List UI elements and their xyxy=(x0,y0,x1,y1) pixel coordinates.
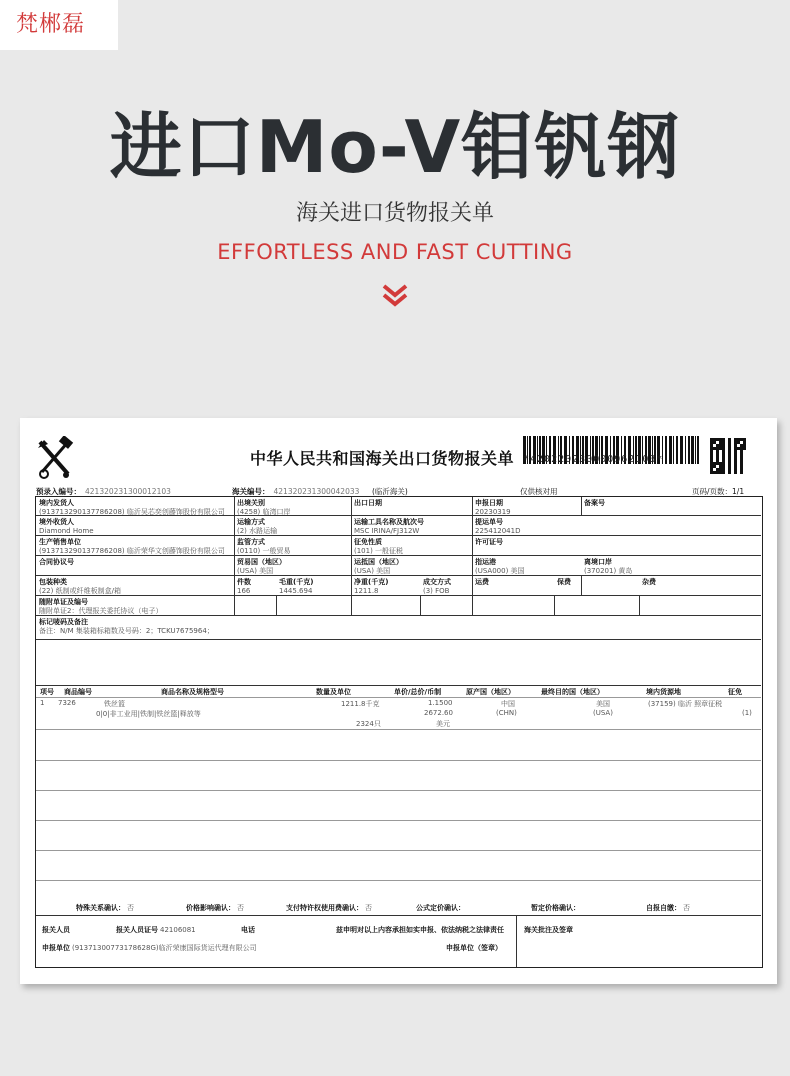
hero-title: 进口Mo-V钼钒钢 xyxy=(109,105,681,189)
field-production-unit: 生产销售单位 (913713290137786208) 临沂荣华文创藤饰股份有限公司 xyxy=(39,538,225,555)
goods-header-name: 商品名称及规格型号 xyxy=(161,688,224,696)
declaring-unit: 申报单位 (91371300773178628G)临沂荣康国际货运代理有限公司 xyxy=(42,944,257,952)
goods-header-code: 商品编号 xyxy=(64,688,92,696)
customs-name: (临沂海关) xyxy=(372,487,408,496)
goods-header-price: 单价/总价/币制 xyxy=(394,688,442,696)
declarant-id: 报关人员证号 42106081 xyxy=(116,926,196,934)
goods-header-destination: 最终目的国（地区） xyxy=(541,688,604,696)
field-departure-port: 离境口岸 (370201) 黄岛 xyxy=(584,558,633,575)
field-gross-weight: 毛重(千克) 1445.694 xyxy=(279,578,314,595)
field-freight: 运费 xyxy=(475,578,489,586)
customs-note-label: 海关批注及签章 xyxy=(524,926,573,934)
customs-number: 海关编号： 421320231300042033 xyxy=(232,487,360,496)
goods-header-no: 项号 xyxy=(40,688,54,696)
page-count: 页码/页数：1/1 xyxy=(692,487,745,496)
qr-code-icon xyxy=(710,438,746,474)
hero-subtitle: 海关进口货物报关单 xyxy=(295,201,494,226)
field-misc-fees: 杂费 xyxy=(642,578,656,586)
field-exit-port: 出境关别 (4258) 临湾口岸 xyxy=(237,499,291,516)
price-impact-confirm: 价格影响确认： 否 xyxy=(186,904,244,912)
field-overseas-consignee: 境外收货人 Diamond Home xyxy=(39,518,94,535)
declaring-unit-seal: 申报单位（签章） xyxy=(446,944,502,952)
goods-header-origin: 原产国（地区） xyxy=(466,688,515,696)
field-vessel-voyage: 运输工具名称及航次号 MSC IRINA/FJ312W xyxy=(354,518,424,535)
field-trade-country: 贸易国（地区） (USA) 美国 xyxy=(237,558,286,575)
field-record-number: 备案号 xyxy=(584,499,605,507)
field-package-count: 件数 166 xyxy=(237,578,251,595)
field-contract-number: 合同协议号 xyxy=(39,558,74,566)
field-destination-country: 运抵国（地区） (USA) 美国 xyxy=(354,558,403,575)
declaration-form: 境内发货人 (913713290137786208) 临沂吴芯奕创藤饰股份有限公司 出境关别 (4258) 临湾口岸 出口日期 申报日期 20230319 备案号 境外收货人 Diamond Home 运输方式 (2) 水路运输 运输工具名称及航次号 MSC IRINA/FJ312W 提运单号 225412041D 生产销售单位 (913713290137786208) 临沂荣华文创藤饰股份有限公司 监管方式 (0110) 一般贸易 征免性质 (101) 一般征税 许可证号 合同协议号 贸易国（地区） (USA) 美国 运抵国（地区） (USA) 美国 指运港 (USA000) 美国 离境口岸 (370201) 黄岛 包装种类 (22) 纸制或纤维板制盒/箱 件数 166 毛重(千克) 1445.694 净重(千克) 1211.8 成交方式 (3) FOB 运费 保费 杂费 随附单证及编号 随附单证2：代理报关委托协议（电子） 标记唛码及备注 备注：N/M 集装箱标箱数及号码：2；TCKU7675964； 项号 商品编号 商品名称及规格型号 数量及单位 单价/总价/币制 原产国（地区） 最终目的国（地区） 境内货源地 征免 1 7326 铁丝篮 0|0|非工业用|铁制|铁丝篮|释放等 1211.8千克 2324只 1.1500 2672.60 美元 中国 (CHN) 美国 (USA) (37159) 临沂 照章征税 (1) 特殊关系确认： 否 价格影响确认： 否 支付特许权使用费确认： 否 公式定价确认： 暂定价格确认： 自报自缴： 否 报关人员 报关人员证号 42106081 电话 兹申明对以上内容承担如实申报、依法纳税之法律责任 海关批注及签章 申报单位 (91371300773178628G)临沂荣康国际货运代理有限公司 申报单位（签章） xyxy=(35,496,763,968)
special-relationship-confirm: 特殊关系确认： 否 xyxy=(76,904,134,912)
field-package-type: 包装种类 (22) 纸制或纤维板制盒/箱 xyxy=(39,578,121,595)
field-insurance: 保费 xyxy=(557,578,571,586)
brand-watermark: 梵郴磊 xyxy=(0,0,118,50)
document-title: 中华人民共和国海关出口货物报关单 xyxy=(250,449,515,468)
barcode-number: *420220230000962103* xyxy=(523,454,664,465)
field-bill-of-lading: 提运单号 225412041D xyxy=(475,518,521,535)
field-transport-mode: 运输方式 (2) 水路运输 xyxy=(237,518,278,535)
goods-header-source: 境内货源地 xyxy=(646,688,681,696)
field-export-date: 出口日期 xyxy=(354,499,382,507)
self-declaration: 自报自缴： 否 xyxy=(646,904,690,912)
verify-only-note: 仅供核对用 xyxy=(520,487,558,496)
pre-entry-number: 预录入编号： 421320231300012103 xyxy=(36,487,171,496)
goods-header-duty: 征免 xyxy=(728,688,742,696)
field-supervision-mode: 监管方式 (0110) 一般贸易 xyxy=(237,538,291,555)
double-chevron-down-icon xyxy=(380,282,410,308)
customs-emblem-icon xyxy=(34,436,76,480)
field-declaration-date: 申报日期 20230319 xyxy=(475,499,511,516)
royalty-confirm: 支付特许权使用费确认： 否 xyxy=(286,904,372,912)
field-tax-nature: 征免性质 (101) 一般征税 xyxy=(354,538,404,555)
field-license-number: 许可证号 xyxy=(475,538,503,546)
field-marks-remarks: 标记唛码及备注 备注：N/M 集装箱标箱数及号码：2；TCKU7675964； xyxy=(39,618,214,635)
customs-declaration-document xyxy=(20,418,777,984)
field-destination-port: 指运港 (USA000) 美国 xyxy=(475,558,525,575)
field-net-weight: 净重(千克) 1211.8 xyxy=(354,578,389,595)
goods-header-quantity: 数量及单位 xyxy=(316,688,351,696)
field-transaction-mode: 成交方式 (3) FOB xyxy=(423,578,451,595)
hero-english-tagline: EFFORTLESS AND FAST CUTTING xyxy=(217,240,573,264)
field-attached-documents: 随附单证及编号 随附单证2：代理报关委托协议（电子） xyxy=(39,598,163,615)
declarant-label: 报关人员 xyxy=(42,926,70,934)
provisional-price-confirm: 暂定价格确认： xyxy=(531,904,580,912)
legal-statement: 兹申明对以上内容承担如实申报、依法纳税之法律责任 xyxy=(336,926,504,934)
formula-pricing-confirm: 公式定价确认： xyxy=(416,904,465,912)
field-domestic-consignor: 境内发货人 (913713290137786208) 临沂吴芯奕创藤饰股份有限公司 xyxy=(39,499,225,516)
phone-label: 电话 xyxy=(241,926,255,934)
